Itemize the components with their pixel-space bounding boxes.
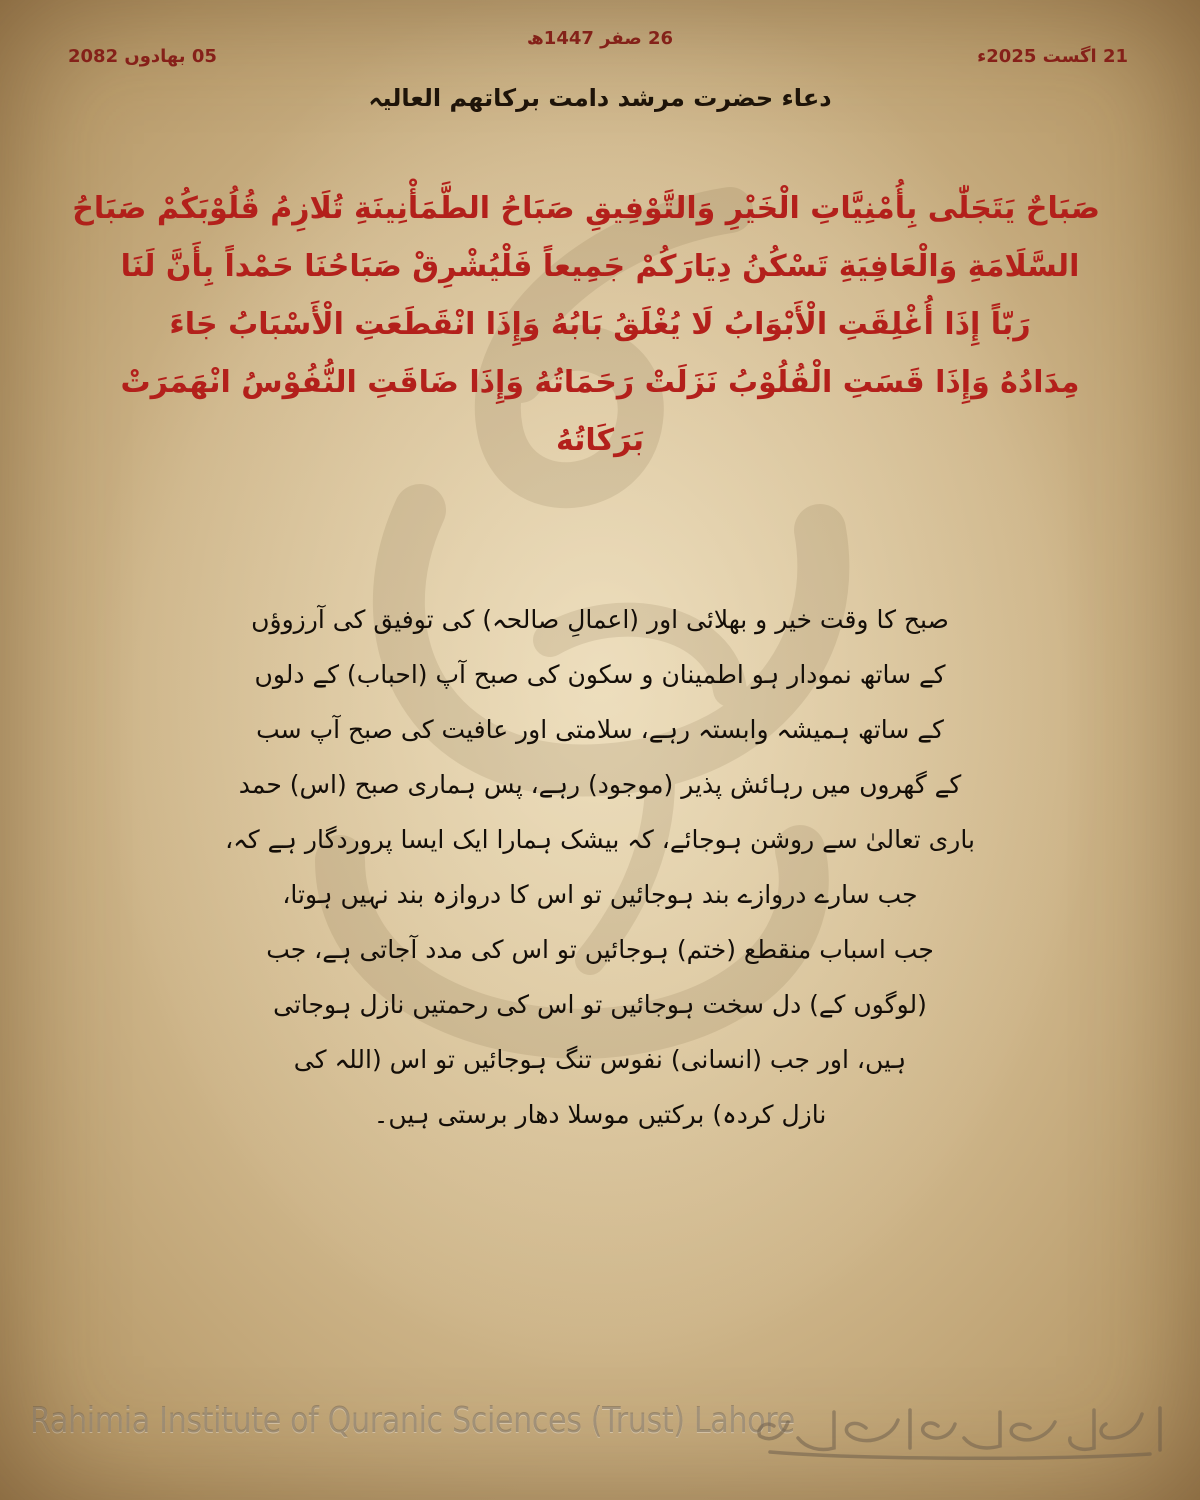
urdu-line: صبح کا وقت خیر و بھلائی اور (اعمالِ صالحہ) کی توفیق کی آرزوؤں	[251, 605, 949, 634]
footer	[0, 1398, 1200, 1468]
urdu-line: نازل کردہ) برکتیں موسلا دھار برستی ہیں۔	[373, 1100, 827, 1129]
urdu-line: کے گھروں میں رہائش پذیر (موجود) رہے، پس ہماری صبح (اس) حمد	[238, 770, 962, 799]
arabic-line: رَبّاً إِذَا أُغْلِقَتِ الْأَبْوَابُ لَا يُغْلَقُ بَابُهُ وَإِذَا انْقَطَعَتِ الْأَسْبَابُ جَاءَ	[169, 307, 1031, 342]
arabic-line: السَّلَامَةِ وَالْعَافِيَةِ تَسْكُنُ دِيَارَكُمْ جَمِيعاً فَلْيُشْرِقْ صَبَاحُنَا حَمْداً بِأَنَّ لَنَا	[120, 249, 1080, 284]
arabic-line: صَبَاحٌ يَتَجَلّٰى بِأُمْنِيَّاتِ الْخَيْرِ وَالتَّوْفِيقِ صَبَاحُ الطَّمَأْنِينَةِ تُلَازِمُ قُلُوْبَكُمْ صَبَاحُ	[72, 191, 1100, 226]
gregorian-date: 21 اگست 2025ء	[977, 46, 1128, 67]
institute-calligraphy-logo	[750, 1398, 1170, 1462]
arabic-dua	[72, 180, 1100, 470]
arabic-line: بَرَكَاتُهُ	[555, 423, 645, 458]
arabic-line: مِدَادُهُ وَإِذَا قَسَتِ الْقُلُوْبُ نَزَلَتْ رَحَمَاتُهُ وَإِذَا ضَاقَتِ النُّفُوْسُ انْهَمَرَتْ	[120, 365, 1080, 400]
urdu-translation	[190, 592, 1010, 1142]
urdu-line: کے ساتھ ہمیشہ وابستہ رہے، سلامتی اور عافیت کی صبح آپ سب	[256, 715, 944, 744]
hijri-date: 26 صفر 1447ھ	[526, 28, 674, 49]
page-title: دعاء حضرت مرشد دامت برکاتھم العالیہ	[368, 84, 832, 112]
institute-name-english: Rahimia Institute of Quranic Sciences (Trust) Lahore	[30, 1400, 795, 1441]
date-header	[0, 28, 1200, 88]
urdu-line: (لوگوں کے) دل سخت ہوجائیں تو اس کی رحمتیں نازل ہوجاتی	[273, 990, 927, 1019]
urdu-line: کے ساتھ نمودار ہو اطمینان و سکون کی صبح آپ (احباب) کے دلوں	[254, 660, 946, 689]
urdu-line: ہیں، اور جب (انسانی) نفوس تنگ ہوجائیں تو اس (اللہ کی	[293, 1045, 907, 1074]
bikrami-date: 05 بھادوں 2082	[68, 46, 217, 67]
urdu-line: باری تعالیٰ سے روشن ہوجائے، کہ بیشک ہمارا ایک ایسا پروردگار ہے کہ،	[225, 825, 975, 854]
urdu-line: جب اسباب منقطع (ختم) ہوجائیں تو اس کی مدد آجاتی ہے، جب	[266, 935, 934, 964]
urdu-line: جب سارے دروازے بند ہوجائیں تو اس کا دروازہ بند نہیں ہوتا،	[282, 880, 918, 909]
